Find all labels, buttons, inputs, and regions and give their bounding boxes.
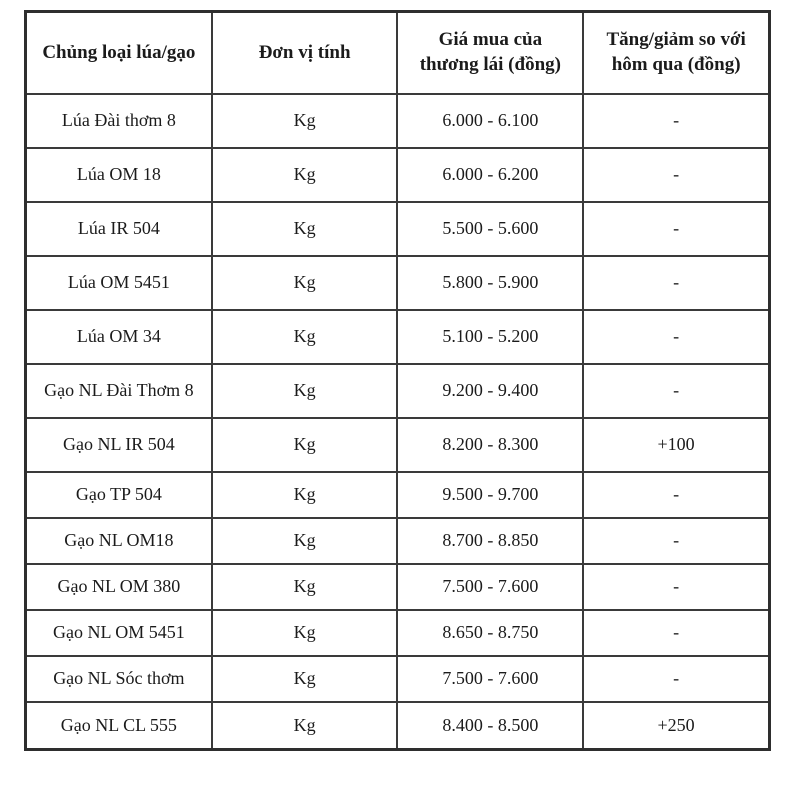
cell-unit: Kg — [212, 310, 398, 364]
column-header-price — [397, 12, 583, 95]
cell-price: 8.650 - 8.750 — [397, 610, 583, 656]
column-header-change — [583, 12, 769, 95]
cell-price: 7.500 - 7.600 — [397, 656, 583, 702]
cell-product: Gạo TP 504 — [26, 472, 212, 518]
cell-change: - — [583, 202, 769, 256]
cell-product: Lúa Đài thơm 8 — [26, 94, 212, 148]
cell-product: Lúa IR 504 — [26, 202, 212, 256]
cell-change: - — [583, 310, 769, 364]
cell-price: 6.000 - 6.200 — [397, 148, 583, 202]
cell-product: Gạo NL IR 504 — [26, 418, 212, 472]
cell-product: Lúa OM 18 — [26, 148, 212, 202]
cell-change: - — [583, 518, 769, 564]
table-row — [26, 94, 770, 148]
cell-unit: Kg — [212, 656, 398, 702]
cell-price: 8.200 - 8.300 — [397, 418, 583, 472]
cell-price: 8.400 - 8.500 — [397, 702, 583, 750]
header-line: hôm qua (đồng) — [611, 54, 741, 75]
cell-change: - — [583, 564, 769, 610]
cell-price: 9.200 - 9.400 — [397, 364, 583, 418]
cell-price: 9.500 - 9.700 — [397, 472, 583, 518]
cell-unit: Kg — [212, 148, 398, 202]
cell-unit: Kg — [212, 518, 398, 564]
rice-price-table — [24, 10, 771, 751]
table-row — [26, 148, 770, 202]
header-line: Đơn vị tính — [258, 41, 351, 63]
cell-unit: Kg — [212, 364, 398, 418]
table-row — [26, 564, 770, 610]
table-row — [26, 418, 770, 472]
table-header — [26, 12, 770, 95]
cell-unit: Kg — [212, 418, 398, 472]
cell-price: 5.100 - 5.200 — [397, 310, 583, 364]
table-row — [26, 202, 770, 256]
cell-change: - — [583, 472, 769, 518]
cell-change: - — [583, 256, 769, 310]
table-row — [26, 518, 770, 564]
header-row — [26, 12, 770, 95]
header-line: Giá mua của — [438, 29, 543, 51]
cell-product: Gạo NL Đài Thơm 8 — [26, 364, 212, 418]
header-line: thương lái (đồng) — [419, 54, 561, 75]
table-row — [26, 310, 770, 364]
cell-change: +100 — [583, 418, 769, 472]
table-row — [26, 364, 770, 418]
cell-unit: Kg — [212, 202, 398, 256]
cell-price: 8.700 - 8.850 — [397, 518, 583, 564]
cell-product: Lúa OM 34 — [26, 310, 212, 364]
cell-unit: Kg — [212, 564, 398, 610]
cell-change: - — [583, 656, 769, 702]
table-row — [26, 256, 770, 310]
cell-unit: Kg — [212, 256, 398, 310]
cell-change: - — [583, 148, 769, 202]
cell-unit: Kg — [212, 702, 398, 750]
cell-change: - — [583, 364, 769, 418]
cell-product: Gạo NL OM 380 — [26, 564, 212, 610]
cell-product: Gạo NL OM18 — [26, 518, 212, 564]
table-row — [26, 472, 770, 518]
cell-price: 7.500 - 7.600 — [397, 564, 583, 610]
cell-change: - — [583, 610, 769, 656]
cell-change: +250 — [583, 702, 769, 750]
cell-unit: Kg — [212, 94, 398, 148]
cell-change: - — [583, 94, 769, 148]
cell-price: 5.500 - 5.600 — [397, 202, 583, 256]
cell-unit: Kg — [212, 472, 398, 518]
header-line: Tăng/giảm so với — [606, 29, 746, 51]
header-line: Chủng loại lúa/gạo — [42, 41, 196, 63]
column-header-unit — [212, 12, 398, 95]
cell-product: Gạo NL OM 5451 — [26, 610, 212, 656]
cell-price: 5.800 - 5.900 — [397, 256, 583, 310]
cell-product: Lúa OM 5451 — [26, 256, 212, 310]
cell-price: 6.000 - 6.100 — [397, 94, 583, 148]
table-body — [26, 94, 770, 750]
table-row — [26, 656, 770, 702]
table-row — [26, 702, 770, 750]
cell-product: Gạo NL Sóc thơm — [26, 656, 212, 702]
table-row — [26, 610, 770, 656]
cell-unit: Kg — [212, 610, 398, 656]
cell-product: Gạo NL CL 555 — [26, 702, 212, 750]
column-header-product — [26, 12, 212, 95]
